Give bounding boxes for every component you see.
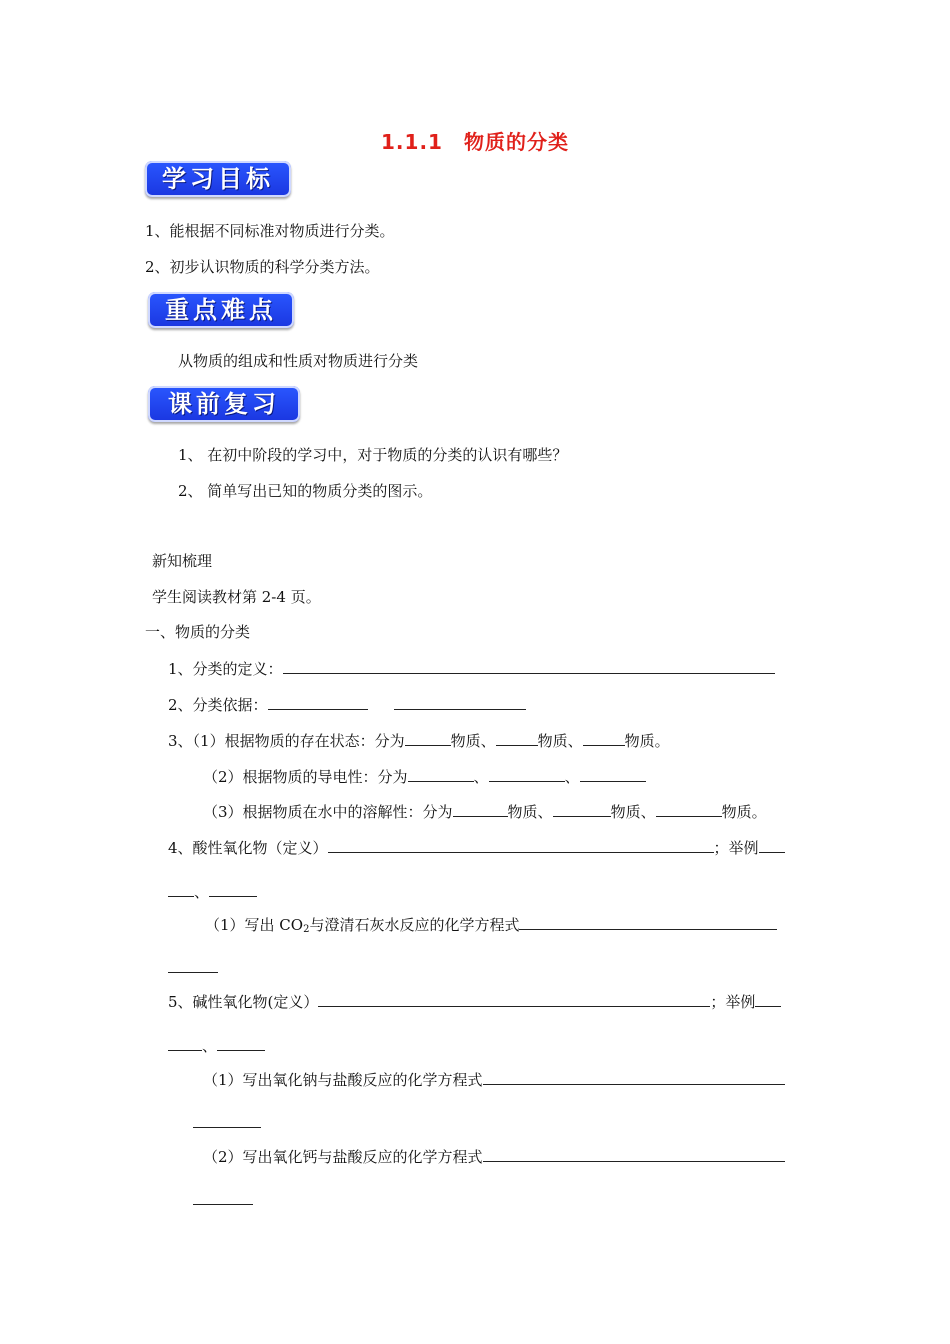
question-3-2 xyxy=(203,767,646,787)
question-3-1-label: 3、（1）根据物质的存在状态：分为 xyxy=(168,732,405,750)
question-5 xyxy=(168,992,781,1012)
key-point-text: 从物质的组成和性质对物质进行分类 xyxy=(178,352,419,370)
answer-blank[interactable] xyxy=(209,882,257,897)
answer-blank[interactable] xyxy=(519,915,777,930)
answer-blank[interactable] xyxy=(755,992,781,1007)
question-1 xyxy=(168,659,775,679)
section-badge-key-points: 重点难点 xyxy=(148,292,294,328)
answer-blank[interactable] xyxy=(217,1036,265,1051)
question-5-1 xyxy=(203,1070,785,1090)
answer-blank[interactable] xyxy=(283,659,775,674)
word-matter: 物质、 xyxy=(450,732,496,750)
answer-blank[interactable] xyxy=(408,767,474,782)
answer-blank[interactable] xyxy=(583,731,625,746)
answer-blank[interactable] xyxy=(489,767,565,782)
answer-blank[interactable] xyxy=(405,731,451,746)
page-title: 1.1.1 物质的分类 xyxy=(381,130,569,154)
answer-blank[interactable] xyxy=(168,882,194,897)
reading-instruction: 学生阅读教材第 2-4 页。 xyxy=(152,588,321,606)
question-4-examples xyxy=(168,882,257,902)
answer-blank[interactable] xyxy=(759,838,785,853)
word-matter-end: 物质。 xyxy=(721,803,767,821)
question-3-3-label: （3）根据物质在水中的溶解性：分为 xyxy=(203,803,453,821)
subscript-2: 2 xyxy=(303,924,310,935)
word-matter-end: 物质。 xyxy=(624,732,670,750)
question-2 xyxy=(168,695,526,715)
question-4 xyxy=(168,838,785,858)
word-matter: 物质、 xyxy=(537,732,583,750)
answer-blank[interactable] xyxy=(193,1190,253,1205)
question-4-1-cont xyxy=(168,958,218,978)
answer-blank[interactable] xyxy=(580,767,646,782)
question-3-1 xyxy=(168,731,670,751)
question-4-1-label-b: 与澄清石灰水反应的化学方程式 xyxy=(309,916,520,934)
answer-blank[interactable] xyxy=(656,802,722,817)
question-4-label: 4、酸性氧化物（定义） xyxy=(168,839,328,857)
answer-blank[interactable] xyxy=(168,958,218,973)
question-2-label: 2、分类依据： xyxy=(168,696,268,714)
question-5-1-label: （1）写出氧化钠与盐酸反应的化学方程式 xyxy=(203,1071,483,1089)
question-5-examples xyxy=(168,1036,265,1056)
goal-item: 1、能根据不同标准对物质进行分类。 xyxy=(145,222,395,240)
review-item: 2、 简单写出已知的物质分类的图示。 xyxy=(178,482,433,500)
goal-item: 2、初步认识物质的科学分类方法。 xyxy=(145,258,380,276)
answer-blank[interactable] xyxy=(553,802,611,817)
separator: 、 xyxy=(473,768,489,786)
answer-blank[interactable] xyxy=(453,802,508,817)
word-matter: 物质、 xyxy=(610,803,656,821)
part-heading: 一、物质的分类 xyxy=(145,623,251,641)
answer-blank[interactable] xyxy=(483,1070,785,1085)
answer-blank[interactable] xyxy=(168,1036,202,1051)
review-item: 1、 在初中阶段的学习中，对于物质的分类的认识有哪些？ xyxy=(178,446,568,464)
word-matter: 物质、 xyxy=(507,803,553,821)
question-3-2-label: （2）根据物质的导电性：分为 xyxy=(203,768,408,786)
separator: 、 xyxy=(564,768,580,786)
question-3-3 xyxy=(203,802,767,822)
question-1-label: 1、分类的定义： xyxy=(168,660,283,678)
section-badge-goals: 学习目标 xyxy=(145,161,291,197)
answer-blank[interactable] xyxy=(268,695,368,710)
question-5-2 xyxy=(203,1147,785,1167)
question-4-1-label-a: （1）写出 CO xyxy=(205,916,304,934)
new-knowledge-heading: 新知梳理 xyxy=(152,552,213,570)
answer-blank[interactable] xyxy=(318,992,710,1007)
separator: 、 xyxy=(194,883,210,901)
question-5-label: 5、碱性氧化物(定义） xyxy=(168,993,319,1011)
example-label: ；举例 xyxy=(713,839,759,857)
question-5-2-cont xyxy=(193,1190,253,1210)
answer-blank[interactable] xyxy=(483,1147,785,1162)
question-4-1 xyxy=(205,915,777,940)
question-5-1-cont xyxy=(193,1113,261,1133)
example-label: ；举例 xyxy=(710,993,756,1011)
answer-blank[interactable] xyxy=(328,838,714,853)
separator: 、 xyxy=(202,1037,218,1055)
question-5-2-label: （2）写出氧化钙与盐酸反应的化学方程式 xyxy=(203,1148,483,1166)
answer-blank[interactable] xyxy=(496,731,538,746)
answer-blank[interactable] xyxy=(394,695,526,710)
answer-blank[interactable] xyxy=(193,1113,261,1128)
section-badge-review: 课前复习 xyxy=(148,386,300,422)
